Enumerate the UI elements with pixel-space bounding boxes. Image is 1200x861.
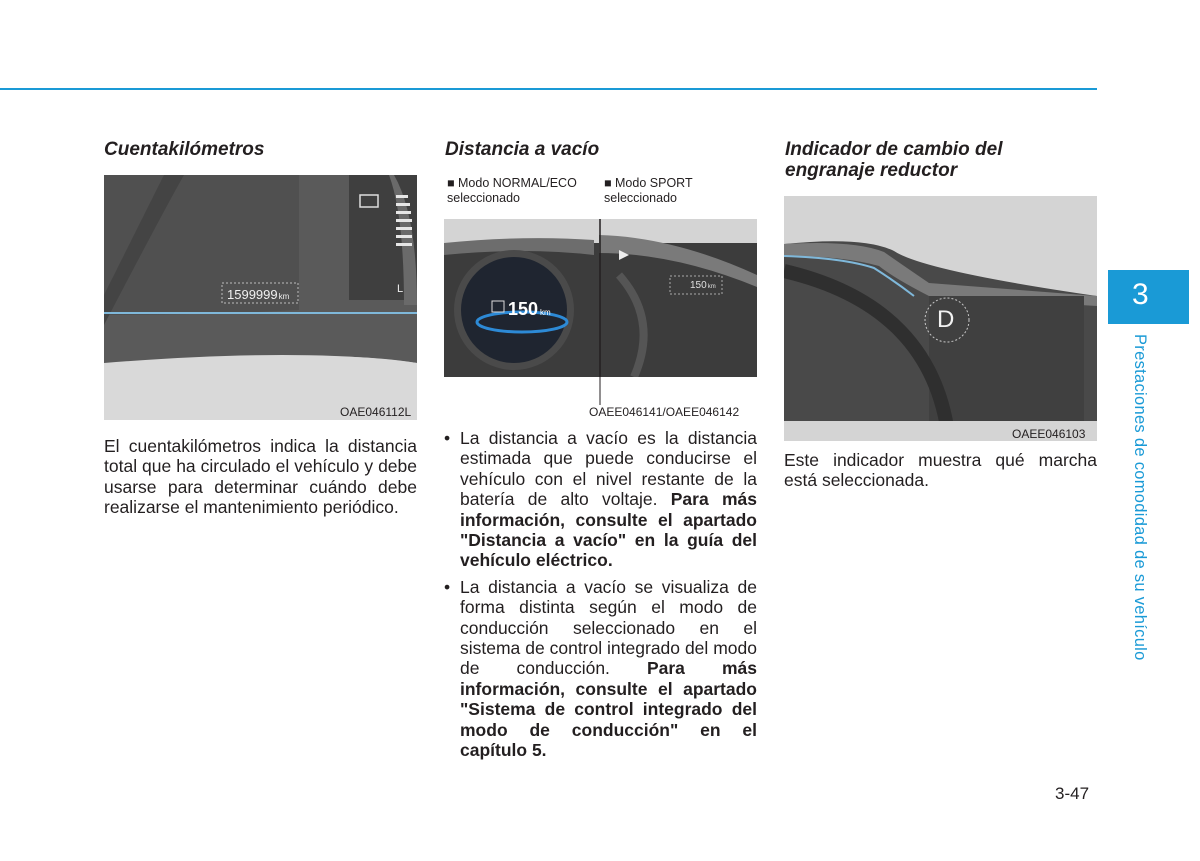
panel-label-normal-eco: ■ Modo NORMAL/ECO seleccionado — [447, 176, 577, 205]
heading-odometer: Cuentakilómetros — [104, 139, 265, 160]
odometer-readout — [227, 287, 289, 302]
figure-code-range: OAEE046141/OAEE046142 — [589, 405, 740, 419]
chapter-tab — [1108, 270, 1189, 324]
chapter-number: 3 — [1132, 278, 1149, 311]
chapter-title-vertical: Prestaciones de comodidad de su vehículo — [1131, 334, 1149, 661]
odometer-value: 1599999 — [227, 287, 278, 302]
odometer-unit: km — [278, 292, 290, 301]
range-unit-normal: km — [540, 308, 551, 317]
range-value-sport: 150 — [690, 280, 707, 291]
heading-range: Distancia a vacío — [445, 139, 600, 160]
range-readout-sport — [690, 280, 716, 291]
figure-code-gear: OAEE046103 — [1012, 427, 1086, 441]
gear-body-text: Este indicador muestra qué marcha está seleccionada. — [784, 450, 1097, 491]
gear-indicator-d: D — [937, 306, 955, 333]
range-illustration — [444, 175, 757, 420]
gear-indicator-l: L — [397, 283, 404, 295]
range-value-normal: 150 — [508, 299, 539, 319]
odometer-figure — [104, 175, 417, 420]
page-number: 3-47 — [1055, 784, 1090, 803]
bullet-1-text: La distancia a vacío es la distancia estimada que puede conducirse el vehículo con el nivel restante de la batería de alto voltaje. — [460, 428, 757, 510]
panel-label-sport: ■ Modo SPORT seleccionado — [604, 176, 693, 205]
heading-gear-indicator: Indicador de cambio del engranaje reductor — [785, 139, 1003, 181]
bullet-1-bold: Para más información, consulte el apartado "Distancia a vacío" en la guía del vehículo eléctrico. — [460, 489, 757, 571]
top-rule — [0, 88, 1097, 90]
range-bullet-2: • La distancia a vacío se visualiza de forma distinta según el modo de conducción seleccionado en el sistema de control integrado del modo de conducción. Para más información, consulte el apartado "Sistema de control integrado del modo de conducción" en el capítulo 5. — [444, 576, 757, 761]
range-readout-normal — [508, 299, 551, 320]
figure-code-odometer: OAE046112L — [340, 405, 412, 419]
odometer-body-text: El cuentakilómetros indica la distancia total que ha circulado el vehículo y debe usarse para determinar cuándo debe realizarse el mantenimiento periódico. — [104, 436, 417, 518]
bullet-2-bold: Para más información, consulte el apartado "Sistema de control integrado del modo de conducción" en el capítulo 5. — [460, 658, 757, 761]
gear-figure — [784, 196, 1097, 441]
bullet-2-text: La distancia a vacío se visualiza de forma distinta según el modo de conducción seleccionado en el sistema de control integrado del modo de conducción. — [460, 576, 757, 679]
range-bullet-list — [444, 428, 757, 767]
range-bullet-1: • La distancia a vacío es la distancia estimada que puede conducirse el vehículo con el nivel restante de la batería de alto voltaje. Para más información, consulte el apartado "Distancia a vacío" en la guía del vehículo eléctrico. — [444, 428, 757, 571]
range-unit-sport: km — [707, 284, 716, 290]
range-figure — [444, 175, 757, 420]
